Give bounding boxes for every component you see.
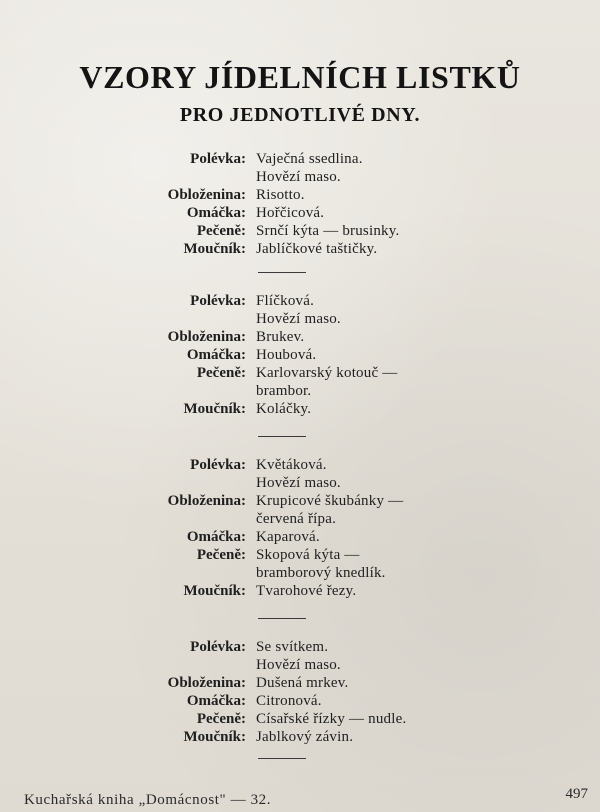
dish-name: Citronová. — [256, 693, 322, 709]
dish-name: Karlovarský kotouč — — [256, 365, 398, 381]
menu-row — [0, 204, 600, 222]
menu-row — [0, 656, 600, 674]
course-label: Omáčka: — [186, 693, 246, 709]
menu-divider — [258, 436, 306, 437]
dish-name: Se svítkem. — [256, 639, 329, 655]
course-label: Obloženina: — [167, 187, 246, 203]
dish-name: brambor. — [256, 383, 312, 399]
course-label: Moučník: — [183, 583, 246, 599]
dish-name: Hovězí maso. — [256, 169, 341, 185]
dish-name: Krupicové škubánky — — [256, 493, 404, 509]
menu-row — [0, 474, 600, 492]
dish-name: bramborový knedlík. — [256, 565, 386, 581]
menu-divider — [258, 758, 306, 759]
course-label: Pečeně: — [196, 547, 246, 563]
dish-name: Flíčková. — [256, 293, 315, 309]
dish-name: Tvarohové řezy. — [256, 583, 357, 599]
course-label: Polévka: — [190, 151, 246, 167]
menu-row — [0, 382, 600, 400]
course-label: Moučník: — [183, 241, 246, 257]
page-subtitle: PRO JEDNOTLIVÉ DNY. — [179, 104, 421, 126]
dish-name: Hořčicová. — [256, 205, 325, 221]
course-label: Obloženina: — [167, 675, 246, 691]
course-label: Omáčka: — [186, 205, 246, 221]
dish-name: Skopová kýta — — [256, 547, 360, 563]
menu-row — [0, 528, 600, 546]
course-label: Moučník: — [183, 729, 246, 745]
menu-row — [0, 546, 600, 564]
menu-block-3 — [0, 456, 600, 600]
dish-name: Hovězí maso. — [256, 311, 341, 327]
course-label: Obloženina: — [167, 493, 246, 509]
dish-name: Risotto. — [256, 187, 305, 203]
dish-name: Houbová. — [256, 347, 317, 363]
course-label: Omáčka: — [186, 347, 246, 363]
menu-row — [0, 582, 600, 600]
dish-name: Kaparová. — [256, 529, 320, 545]
menu-row — [0, 456, 600, 474]
menu-divider — [258, 618, 306, 619]
menu-row — [0, 674, 600, 692]
dish-name: Brukev. — [256, 329, 305, 345]
menu-divider — [258, 272, 306, 273]
dish-name: červená řípa. — [256, 511, 337, 527]
course-label: Polévka: — [190, 639, 246, 655]
course-label: Pečeně: — [196, 711, 246, 727]
footer-note: Kuchařská kniha „Domácnost" — 32. — [24, 792, 272, 808]
dish-name: Vaječná ssedlina. — [256, 151, 363, 167]
course-label: Pečeně: — [196, 223, 246, 239]
menu-row — [0, 564, 600, 582]
menu-row — [0, 728, 600, 746]
menu-row — [0, 292, 600, 310]
course-label: Omáčka: — [186, 529, 246, 545]
course-label: Obloženina: — [167, 329, 246, 345]
course-label: Polévka: — [190, 457, 246, 473]
course-label: Moučník: — [183, 401, 246, 417]
menu-row — [0, 150, 600, 168]
menu-block-2 — [0, 292, 600, 418]
menu-row — [0, 186, 600, 204]
menu-row — [0, 328, 600, 346]
menu-row — [0, 510, 600, 528]
dish-name: Jablíčkové taštičky. — [256, 241, 378, 257]
menu-row — [0, 168, 600, 186]
menu-row — [0, 310, 600, 328]
menu-row — [0, 222, 600, 240]
menu-row — [0, 492, 600, 510]
page-title: VZORY JÍDELNÍCH LISTKŮ — [79, 59, 521, 95]
menu-row — [0, 638, 600, 656]
dish-name: Císařské řízky — nudle. — [256, 711, 407, 727]
dish-name: Hovězí maso. — [256, 475, 341, 491]
dish-name: Dušená mrkev. — [256, 675, 349, 691]
dish-name: Srnčí kýta — brusinky. — [256, 223, 400, 239]
menu-row — [0, 346, 600, 364]
dish-name: Koláčky. — [256, 401, 312, 417]
dish-name: Hovězí maso. — [256, 657, 341, 673]
menu-block-1 — [0, 150, 600, 258]
menu-row — [0, 240, 600, 258]
menu-row — [0, 710, 600, 728]
menu-block-4 — [0, 638, 600, 746]
menu-row — [0, 692, 600, 710]
dish-name: Jablkový závin. — [256, 729, 354, 745]
dish-name: Květáková. — [256, 457, 327, 473]
course-label: Pečeně: — [196, 365, 246, 381]
menu-row — [0, 400, 600, 418]
page-number: 497 — [565, 786, 588, 802]
course-label: Polévka: — [190, 293, 246, 309]
menu-row — [0, 364, 600, 382]
